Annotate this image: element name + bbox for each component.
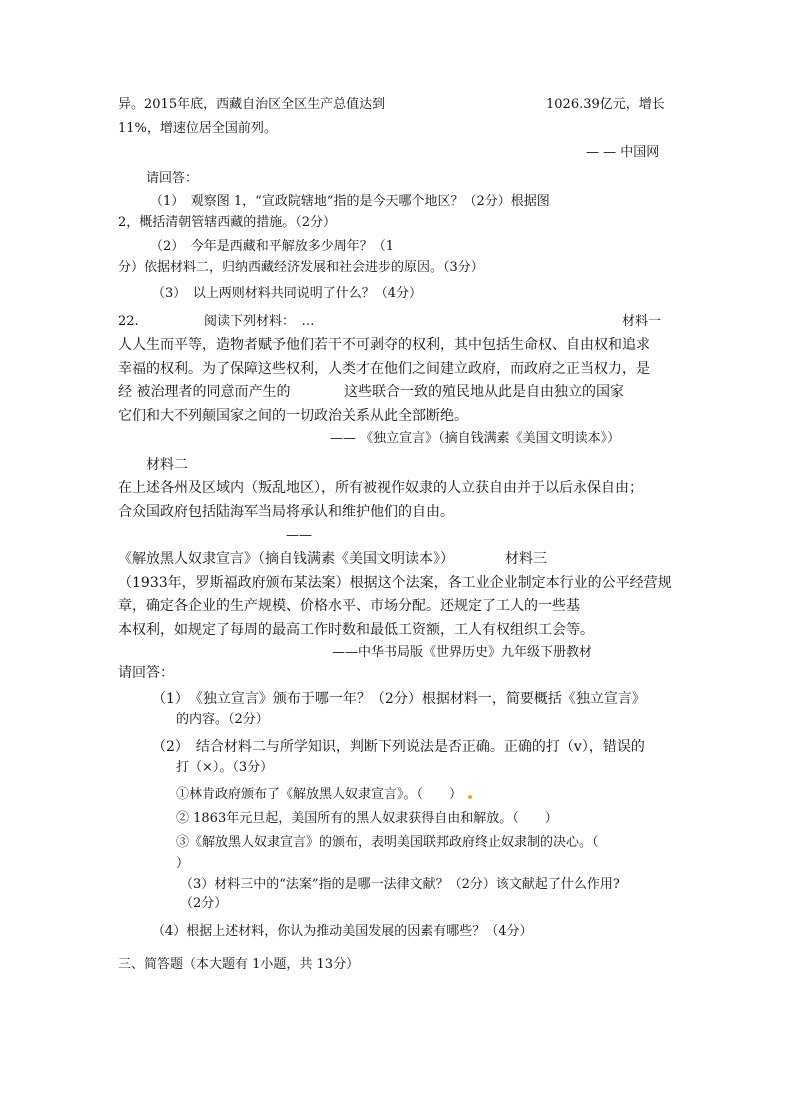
statement-item: ② 1863年元旦起，美国所有的黑人奴隶获得自由和解放。（ ） bbox=[176, 811, 558, 826]
question-item: （3）材料三中的“法案”指的是哪一法律文献？（2分）该文献起了什么作用? bbox=[180, 877, 620, 892]
question-prompt: 请回答： bbox=[118, 665, 174, 681]
material-text: 幸福的权利。为了保障这些权利，人类才在他们之间建立政府，而政府之正当权力，是 bbox=[118, 361, 650, 377]
question-item: （2） 今年是西藏和平解放多少周年？（1 bbox=[150, 239, 395, 254]
question-item: 的内容。（2分） bbox=[176, 712, 269, 727]
statement-item: ） bbox=[176, 856, 190, 871]
material-text: 这些联合一致的殖民地从此是自由独立的国家 bbox=[344, 384, 624, 400]
paragraph-line: 1026.39亿元，增长 bbox=[546, 97, 665, 112]
source-citation: 《解放黑人奴隶宣言》（摘自钱满素《美国文明读本》） bbox=[118, 551, 454, 567]
material-label: 材料二 bbox=[146, 457, 188, 473]
question-item: （3） 以上两则材料共同说明了什么？（4分） bbox=[152, 286, 423, 301]
material-text: 本权利，如规定了每周的最高工作时数和最低工资额，工人有权组织工会等。 bbox=[118, 622, 594, 638]
source-citation: —— 《独立宣言》（摘自钱满素《美国文明读本》） bbox=[330, 431, 621, 446]
source-citation: — — 中国网 bbox=[586, 145, 660, 160]
material-text: 在上述各州及区域内（叛乱地区），所有被视作奴隶的人立获自由并于以后永保自由； bbox=[118, 480, 643, 496]
question-intro: 阅读下列材料： … bbox=[204, 314, 315, 329]
statement-item: ③《解放黑人奴隶宣言》的颁布，表明美国联邦政府终止奴隶制的决心。（ bbox=[176, 835, 599, 850]
section-heading: 三、简答题（本大题有 1小题，共 13分） bbox=[118, 957, 360, 972]
question-item: 2，概括清朝管辖西藏的措施。（2分） bbox=[118, 215, 337, 230]
material-label: 材料一 bbox=[622, 314, 662, 329]
question-item: 分）依据材料二，归纳西藏经济发展和社会进步的原因。（3分） bbox=[118, 260, 484, 275]
source-dash: —— bbox=[286, 528, 312, 543]
material-text: 章，确定各企业的生产规模、价格水平、市场分配。还规定了工人的一些基 bbox=[118, 598, 580, 614]
statement-item: ①林肯政府颁布了《解放黑人奴隶宣言》。（ ） bbox=[176, 787, 463, 802]
question-item: （4）根据上述材料，你认为推动美国发展的因素有哪些？（4分） bbox=[152, 924, 533, 939]
question-item: （1） 观察图 1，“宣政院辖地”指的是今天哪个地区？（2分）根据图 bbox=[150, 194, 550, 209]
material-text: （1933年，罗斯福政府颁布某法案）根据这个法案，各工业企业制定本行业的公平经营规 bbox=[118, 575, 672, 591]
material-label: 材料三 bbox=[505, 551, 547, 567]
question-item: （2分） bbox=[180, 896, 228, 911]
question-item: （1） 《独立宣言》颁布于哪一年？（2分）根据材料一，简要概括《独立宣言》 bbox=[152, 691, 646, 707]
material-text: 它们和大不列颠国家之间的一切政治关系从此全部断绝。 bbox=[118, 408, 468, 424]
material-text: 合众国政府包括陆海军当局将承认和维护他们的自由。 bbox=[118, 504, 454, 520]
question-number: 22. bbox=[118, 314, 139, 329]
paragraph-line: 11%，增速位居全国前列。 bbox=[118, 121, 277, 136]
question-item: （2） 结合材料二与所学知识，判断下列说法是否正确。正确的打（v），错误的 bbox=[152, 739, 645, 755]
question-item: 打（×）。（3分） bbox=[176, 760, 274, 775]
material-text: 经 被治理者的同意而产生的 bbox=[118, 384, 291, 400]
paragraph-line: 异。2015年底，西藏自治区全区生产总值达到 bbox=[118, 97, 386, 112]
source-citation: ——中华书局版《世界历史》九年级下册教材 bbox=[332, 645, 593, 660]
material-text: 人人生而平等，造物者赋予他们若干不可剥夺的权利，其中包括生命权、自由权和追求 bbox=[118, 337, 650, 353]
orange-mark bbox=[468, 795, 472, 799]
question-prompt: 请回答： bbox=[146, 171, 199, 186]
